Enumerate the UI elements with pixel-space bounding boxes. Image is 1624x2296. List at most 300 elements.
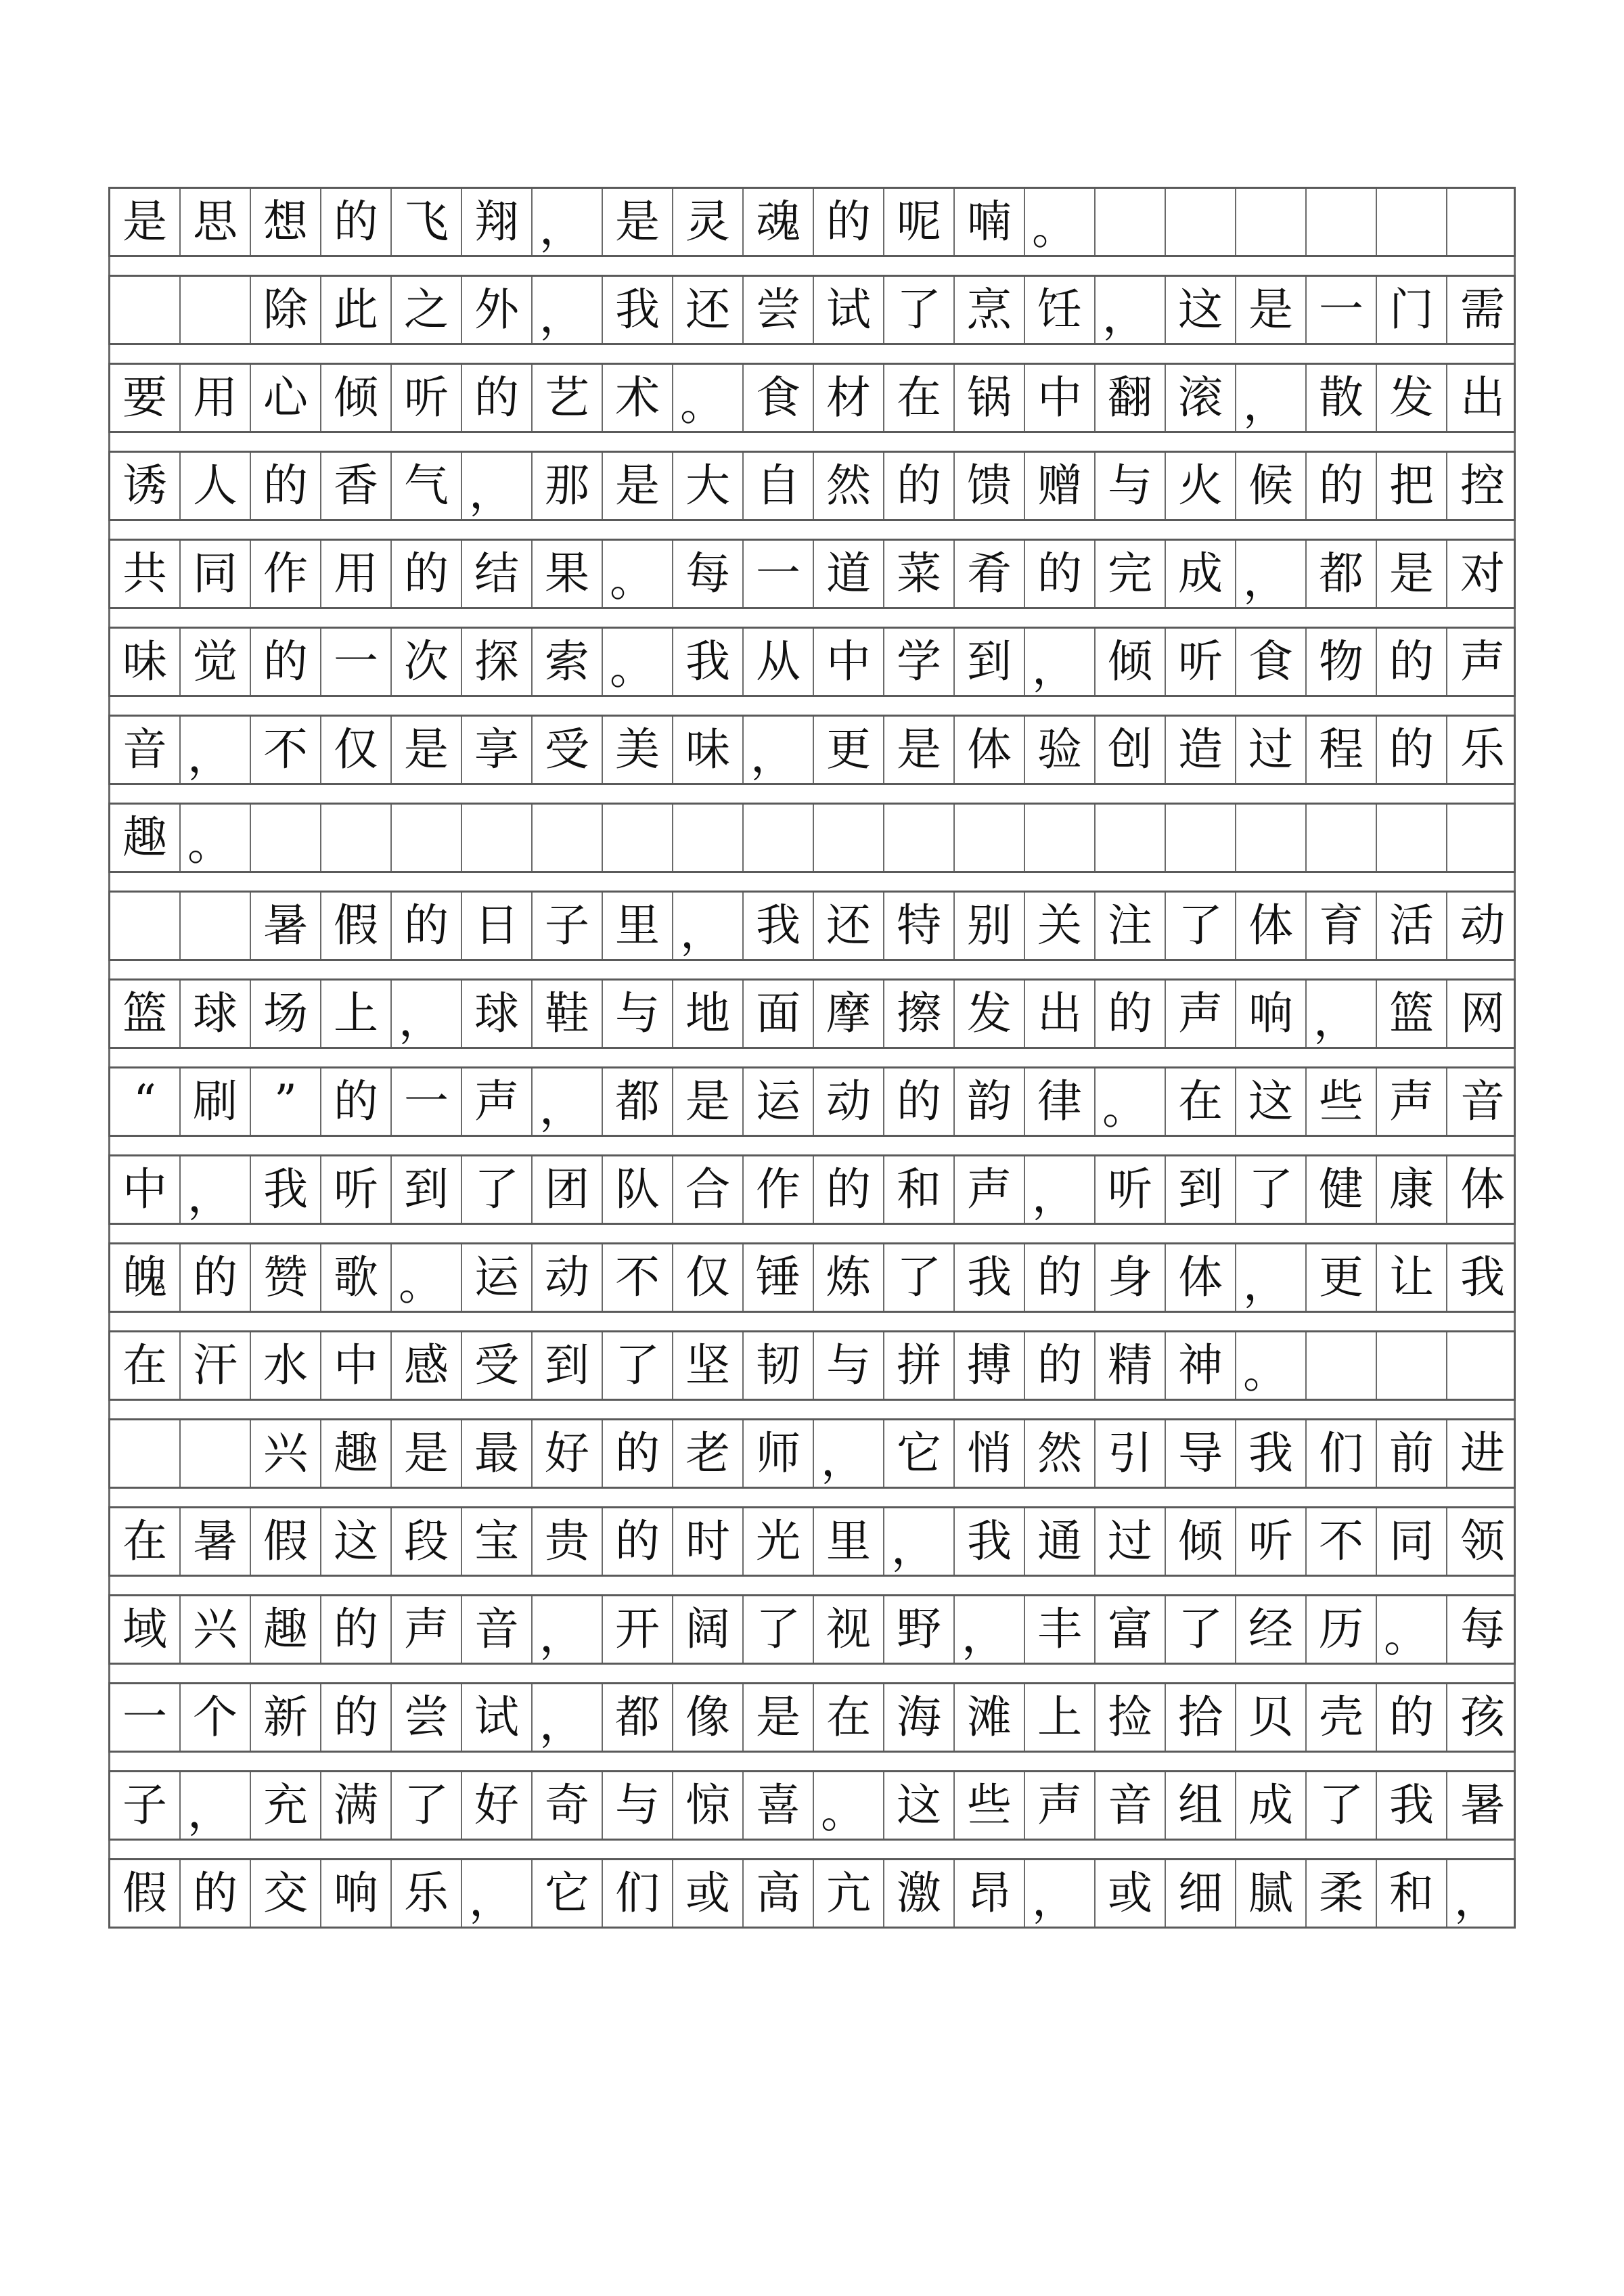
grid-cell: 的 [181, 1244, 251, 1311]
row-separator [108, 1313, 1516, 1330]
grid-cell [814, 805, 884, 871]
grid-cell [110, 893, 181, 959]
grid-cell: ， [673, 893, 744, 959]
grid-cell: 子 [533, 893, 603, 959]
grid-cell: 康 [1377, 1156, 1447, 1223]
grid-cell: 发 [1377, 365, 1447, 431]
grid-cell: 体 [1166, 1244, 1236, 1311]
grid-cell: 都 [603, 1068, 673, 1135]
grid-cell: 的 [181, 1860, 251, 1927]
grid-cell: 程 [1307, 717, 1377, 783]
grid-cell: 大 [673, 453, 744, 519]
grid-cell: 创 [1096, 717, 1166, 783]
grid-cell [1236, 805, 1307, 871]
grid-cell: 锅 [955, 365, 1025, 431]
grid-cell: 仅 [321, 717, 392, 783]
grid-cell: 美 [603, 717, 673, 783]
row-separator [108, 1577, 1516, 1594]
grid-cell: 在 [884, 365, 955, 431]
grid-cell: 中 [110, 1156, 181, 1223]
grid-cell: 了 [603, 1332, 673, 1399]
grid-cell: 食 [1236, 629, 1307, 695]
grid-cell: 壳 [1307, 1684, 1377, 1751]
grid-cell: 的 [251, 453, 321, 519]
grid-cell: 出 [1460, 372, 1505, 424]
grid-cell: 历 [1307, 1596, 1377, 1663]
grid-cell: 的 [1025, 1244, 1096, 1311]
grid-cell: 。 [181, 805, 251, 871]
grid-cell: 成 [1166, 541, 1236, 607]
grid-cell: 贵 [533, 1508, 603, 1575]
grid-cell: 上 [1025, 1684, 1096, 1751]
grid-cell: 都 [1307, 541, 1377, 607]
grid-cell: 开 [603, 1596, 673, 1663]
grid-cell: 这 [1166, 277, 1236, 343]
grid-cell: 像 [673, 1684, 744, 1751]
text-row [108, 978, 1516, 1049]
grid-cell: 。 [673, 365, 744, 431]
grid-cell: ， [1236, 365, 1307, 431]
grid-cell: 或 [673, 1860, 744, 1927]
grid-cell: ， [884, 1508, 955, 1575]
row-separator [108, 1841, 1516, 1858]
grid-cell: 成 [1236, 1772, 1307, 1839]
grid-cell: “ [110, 1068, 181, 1135]
row-separator [108, 1225, 1516, 1242]
grid-cell: 。 [1096, 1068, 1166, 1135]
grid-cell [1307, 1332, 1377, 1399]
grid-cell: 暑 [1460, 1779, 1505, 1831]
grid-cell: 术 [603, 365, 673, 431]
grid-cell: 之 [392, 277, 462, 343]
grid-cell: 的 [321, 1684, 392, 1751]
grid-cell: 的 [1307, 453, 1377, 519]
grid-cell: 兴 [251, 1420, 321, 1487]
row-separator [108, 1489, 1516, 1506]
grid-cell: 然 [1025, 1420, 1096, 1487]
grid-cell: 惊 [673, 1772, 744, 1839]
grid-cell [1377, 189, 1447, 255]
grid-cell: 我 [1460, 1251, 1505, 1303]
grid-cell: 域 [110, 1596, 181, 1663]
grid-cell: 上 [321, 981, 392, 1047]
grid-cell: 的 [884, 453, 955, 519]
grid-cell: 完 [1096, 541, 1166, 607]
grid-cell: 到 [533, 1332, 603, 1399]
grid-cell: 一 [392, 1068, 462, 1135]
grid-cell: ， [181, 717, 251, 783]
grid-cell: 孩 [1460, 1691, 1505, 1743]
grid-cell: 感 [392, 1332, 462, 1399]
grid-cell: 了 [884, 1244, 955, 1311]
grid-cell: 日 [462, 893, 533, 959]
grid-cell: 作 [744, 1156, 814, 1223]
grid-cell: 声 [392, 1596, 462, 1663]
grid-cell: 喜 [744, 1772, 814, 1839]
grid-cell: 倾 [321, 365, 392, 431]
text-row [108, 803, 1516, 873]
grid-cell: 呢 [884, 189, 955, 255]
grid-cell: ， [1025, 1860, 1096, 1927]
grid-cell: 我 [744, 893, 814, 959]
text-row [108, 451, 1516, 521]
grid-cell: 假 [251, 1508, 321, 1575]
text-row [108, 1418, 1516, 1489]
grid-cell: 不 [1307, 1508, 1377, 1575]
grid-cell [1096, 805, 1166, 871]
grid-cell: 光 [744, 1508, 814, 1575]
grid-cell [1377, 1332, 1447, 1399]
grid-cell: 趣 [251, 1596, 321, 1663]
grid-cell: ， [462, 453, 533, 519]
grid-cell: 韵 [955, 1068, 1025, 1135]
grid-cell: ， [181, 1772, 251, 1839]
grid-cell: 倾 [1096, 629, 1166, 695]
grid-cell: 听 [1236, 1508, 1307, 1575]
row-separator [108, 1753, 1516, 1770]
grid-cell [1166, 189, 1236, 255]
grid-cell: 球 [462, 981, 533, 1047]
grid-cell: 诱 [110, 453, 181, 519]
grid-cell: 对 [1460, 547, 1505, 600]
grid-cell: 组 [1166, 1772, 1236, 1839]
grid-cell: 锤 [744, 1244, 814, 1311]
grid-cell: 候 [1236, 453, 1307, 519]
grid-cell: 音 [1460, 1075, 1505, 1127]
grid-cell: 运 [462, 1244, 533, 1311]
grid-cell: 受 [462, 1332, 533, 1399]
grid-cell: 一 [744, 541, 814, 607]
grid-cell: 一 [110, 1684, 181, 1751]
grid-cell: 是 [744, 1684, 814, 1751]
grid-cell: ， [814, 1420, 884, 1487]
grid-cell: 的 [251, 629, 321, 695]
grid-cell: 每 [673, 541, 744, 607]
grid-cell: 这 [1236, 1068, 1307, 1135]
grid-cell: 经 [1236, 1596, 1307, 1663]
grid-cell: ， [1025, 1156, 1096, 1223]
grid-cell: 里 [603, 893, 673, 959]
grid-cell: 健 [1307, 1156, 1377, 1223]
grid-cell: 激 [884, 1860, 955, 1927]
grid-cell: 饪 [1025, 277, 1096, 343]
grid-cell: 的 [814, 189, 884, 255]
grid-cell: 魂 [744, 189, 814, 255]
grid-cell: 子 [110, 1772, 181, 1839]
grid-cell: 每 [1460, 1603, 1505, 1655]
grid-cell: 些 [1307, 1068, 1377, 1135]
grid-cell: 更 [1307, 1244, 1377, 1311]
grid-cell: 不 [603, 1244, 673, 1311]
grid-cell: 更 [814, 717, 884, 783]
grid-cell: 到 [392, 1156, 462, 1223]
grid-cell: 们 [603, 1860, 673, 1927]
grid-cell: 与 [814, 1332, 884, 1399]
grid-cell: 学 [884, 629, 955, 695]
grid-cell: 翔 [462, 189, 533, 255]
grid-cell: 地 [673, 981, 744, 1047]
grid-cell: 是 [884, 717, 955, 783]
grid-cell: 这 [884, 1772, 955, 1839]
grid-cell: 在 [110, 1508, 181, 1575]
grid-cell: 篮 [1377, 981, 1447, 1047]
grid-cell: 暑 [251, 893, 321, 959]
grid-cell [462, 805, 533, 871]
grid-cell: 出 [1025, 981, 1096, 1047]
grid-cell: 好 [462, 1772, 533, 1839]
grid-cell: 心 [251, 365, 321, 431]
grid-cell: 的 [462, 365, 533, 431]
grid-cell: 响 [321, 1860, 392, 1927]
grid-cell: 声 [1166, 981, 1236, 1047]
grid-cell: 阔 [673, 1596, 744, 1663]
grid-cell [533, 805, 603, 871]
grid-cell: 了 [884, 277, 955, 343]
grid-cell: 。 [814, 1772, 884, 1839]
grid-cell: 了 [1166, 1596, 1236, 1663]
grid-cell: 进 [1460, 1427, 1505, 1479]
grid-cell: 和 [884, 1156, 955, 1223]
grid-cell: 暑 [181, 1508, 251, 1575]
grid-cell: ， [744, 717, 814, 783]
grid-cell: 。 [1236, 1332, 1307, 1399]
grid-cell: 我 [1236, 1420, 1307, 1487]
grid-cell: 音 [110, 717, 181, 783]
grid-cell: 导 [1166, 1420, 1236, 1487]
grid-cell: 索 [533, 629, 603, 695]
grid-cell: 丰 [1025, 1596, 1096, 1663]
grid-cell: 是 [392, 717, 462, 783]
grid-cell [251, 805, 321, 871]
grid-cell: 此 [321, 277, 392, 343]
grid-cell: 。 [1025, 189, 1096, 255]
grid-cell: ， [533, 1684, 603, 1751]
grid-cell: 的 [884, 1068, 955, 1135]
grid-cell: 赠 [1025, 453, 1096, 519]
grid-cell: 。 [1377, 1596, 1447, 1663]
grid-cell: 或 [1096, 1860, 1166, 1927]
text-row [108, 275, 1516, 345]
grid-cell: 还 [814, 893, 884, 959]
grid-cell: 它 [884, 1420, 955, 1487]
grid-cell [181, 893, 251, 959]
grid-cell: 中 [1025, 365, 1096, 431]
grid-cell: 场 [251, 981, 321, 1047]
grid-cell: 乐 [1460, 723, 1505, 775]
grid-cell: 要 [110, 365, 181, 431]
grid-cell: 物 [1307, 629, 1377, 695]
grid-cell: 富 [1096, 1596, 1166, 1663]
grid-cell: 在 [1166, 1068, 1236, 1135]
grid-cell: ， [533, 189, 603, 255]
grid-cell: 昂 [955, 1860, 1025, 1927]
grid-cell: 不 [251, 717, 321, 783]
grid-cell: 歌 [321, 1244, 392, 1311]
grid-cell: 还 [673, 277, 744, 343]
grid-cell: 水 [251, 1332, 321, 1399]
grid-cell [1307, 805, 1377, 871]
grid-cell: 搏 [955, 1332, 1025, 1399]
grid-cell [1025, 805, 1096, 871]
grid-cell: 味 [110, 629, 181, 695]
grid-cell: 了 [392, 1772, 462, 1839]
grid-cell: 馈 [955, 453, 1025, 519]
text-row [108, 539, 1516, 609]
grid-cell: 是 [392, 1420, 462, 1487]
grid-cell: 是 [110, 189, 181, 255]
grid-cell: ， [1096, 277, 1166, 343]
grid-cell: 柔 [1307, 1860, 1377, 1927]
grid-cell: 的 [1377, 629, 1447, 695]
grid-cell: 通 [1025, 1508, 1096, 1575]
grid-cell: 听 [1096, 1156, 1166, 1223]
grid-cell: ， [955, 1596, 1025, 1663]
grid-cell: 鞋 [533, 981, 603, 1047]
row-separator [108, 257, 1516, 275]
grid-cell [1447, 189, 1518, 255]
grid-cell: 菜 [884, 541, 955, 607]
grid-cell [1307, 189, 1377, 255]
grid-cell: 段 [392, 1508, 462, 1575]
grid-cell: 与 [1096, 453, 1166, 519]
grid-paper-sheet [108, 187, 1516, 2079]
grid-cell: 材 [814, 365, 884, 431]
text-row [108, 1154, 1516, 1225]
grid-cell: 过 [1096, 1508, 1166, 1575]
grid-cell: 味 [673, 717, 744, 783]
grid-cell: ， [1236, 541, 1307, 607]
grid-cell: 的 [321, 1068, 392, 1135]
text-row [108, 891, 1516, 961]
grid-cell: 视 [814, 1596, 884, 1663]
grid-cell: 些 [955, 1772, 1025, 1839]
grid-cell: 韧 [744, 1332, 814, 1399]
grid-cell: 声 [1460, 635, 1505, 688]
grid-cell: 网 [1460, 987, 1505, 1039]
grid-cell: 火 [1166, 453, 1236, 519]
grid-cell: 活 [1377, 893, 1447, 959]
grid-cell: 用 [321, 541, 392, 607]
grid-cell: 作 [251, 541, 321, 607]
grid-cell: 里 [814, 1508, 884, 1575]
grid-cell [1096, 189, 1166, 255]
grid-cell: 的 [1025, 541, 1096, 607]
grid-cell: ， [462, 1860, 533, 1927]
grid-cell: 最 [462, 1420, 533, 1487]
grid-cell: 结 [462, 541, 533, 607]
grid-cell: 面 [744, 981, 814, 1047]
grid-cell: 体 [955, 717, 1025, 783]
grid-cell: 需 [1460, 284, 1505, 336]
row-separator [108, 697, 1516, 715]
grid-cell: 我 [1377, 1772, 1447, 1839]
grid-cell: 音 [1096, 1772, 1166, 1839]
grid-cell: 注 [1096, 893, 1166, 959]
grid-cell: 的 [321, 189, 392, 255]
grid-cell: 贝 [1236, 1684, 1307, 1751]
grid-cell: ， [533, 1596, 603, 1663]
grid-cell: 艺 [533, 365, 603, 431]
grid-cell: 听 [1166, 629, 1236, 695]
grid-cell: 好 [533, 1420, 603, 1487]
grid-cell: 把 [1377, 453, 1447, 519]
grid-cell: 与 [603, 981, 673, 1047]
grid-cell: 倾 [1166, 1508, 1236, 1575]
grid-cell: 细 [1166, 1860, 1236, 1927]
grid-cell: 受 [533, 717, 603, 783]
text-row [108, 627, 1516, 697]
grid-cell: 发 [955, 981, 1025, 1047]
grid-cell: 亢 [814, 1860, 884, 1927]
grid-cell: ， [392, 981, 462, 1047]
grid-cell: 兴 [181, 1596, 251, 1663]
grid-cell: 篮 [110, 981, 181, 1047]
grid-cell [110, 277, 181, 343]
grid-cell: 的 [603, 1420, 673, 1487]
grid-cell: 了 [744, 1596, 814, 1663]
grid-cell: ， [533, 1068, 603, 1135]
grid-cell: 了 [462, 1156, 533, 1223]
row-separator [108, 433, 1516, 451]
grid-cell [1236, 189, 1307, 255]
grid-cell: 。 [603, 629, 673, 695]
text-row [108, 1858, 1516, 1929]
grid-cell: 同 [181, 541, 251, 607]
grid-cell: 共 [110, 541, 181, 607]
row-separator [108, 873, 1516, 891]
grid-cell: ， [533, 277, 603, 343]
grid-cell: 同 [1377, 1508, 1447, 1575]
grid-cell: 动 [533, 1244, 603, 1311]
grid-cell: 一 [1307, 277, 1377, 343]
grid-cell: 让 [1377, 1244, 1447, 1311]
grid-cell: 都 [603, 1684, 673, 1751]
row-separator [108, 609, 1516, 627]
grid-cell: 听 [321, 1156, 392, 1223]
grid-cell: 的 [1377, 1684, 1447, 1751]
grid-cell [744, 805, 814, 871]
grid-cell: 在 [814, 1684, 884, 1751]
grid-cell: 过 [1236, 717, 1307, 783]
grid-cell: 验 [1025, 717, 1096, 783]
grid-cell: 趣 [321, 1420, 392, 1487]
grid-cell [321, 805, 392, 871]
grid-cell: 到 [955, 629, 1025, 695]
grid-cell: 了 [1307, 1772, 1377, 1839]
grid-cell: 神 [1166, 1332, 1236, 1399]
grid-cell [1166, 805, 1236, 871]
grid-cell: 身 [1096, 1244, 1166, 1311]
grid-cell: 声 [1025, 1772, 1096, 1839]
grid-cell: 的 [392, 893, 462, 959]
row-separator [108, 1137, 1516, 1154]
grid-cell: 飞 [392, 189, 462, 255]
grid-cell: 团 [533, 1156, 603, 1223]
grid-cell: 想 [251, 189, 321, 255]
grid-cell: 体 [1460, 1163, 1505, 1215]
grid-cell: 声 [1377, 1068, 1447, 1135]
grid-cell: 我 [251, 1156, 321, 1223]
grid-cell: 声 [955, 1156, 1025, 1223]
grid-cell: 满 [321, 1772, 392, 1839]
grid-cell: 体 [1236, 893, 1307, 959]
text-row [108, 187, 1516, 257]
grid-cell: 动 [1460, 899, 1505, 951]
grid-cell: 领 [1460, 1515, 1505, 1567]
grid-cell: 中 [814, 629, 884, 695]
grid-cell: 我 [955, 1508, 1025, 1575]
grid-cell: 赞 [251, 1244, 321, 1311]
